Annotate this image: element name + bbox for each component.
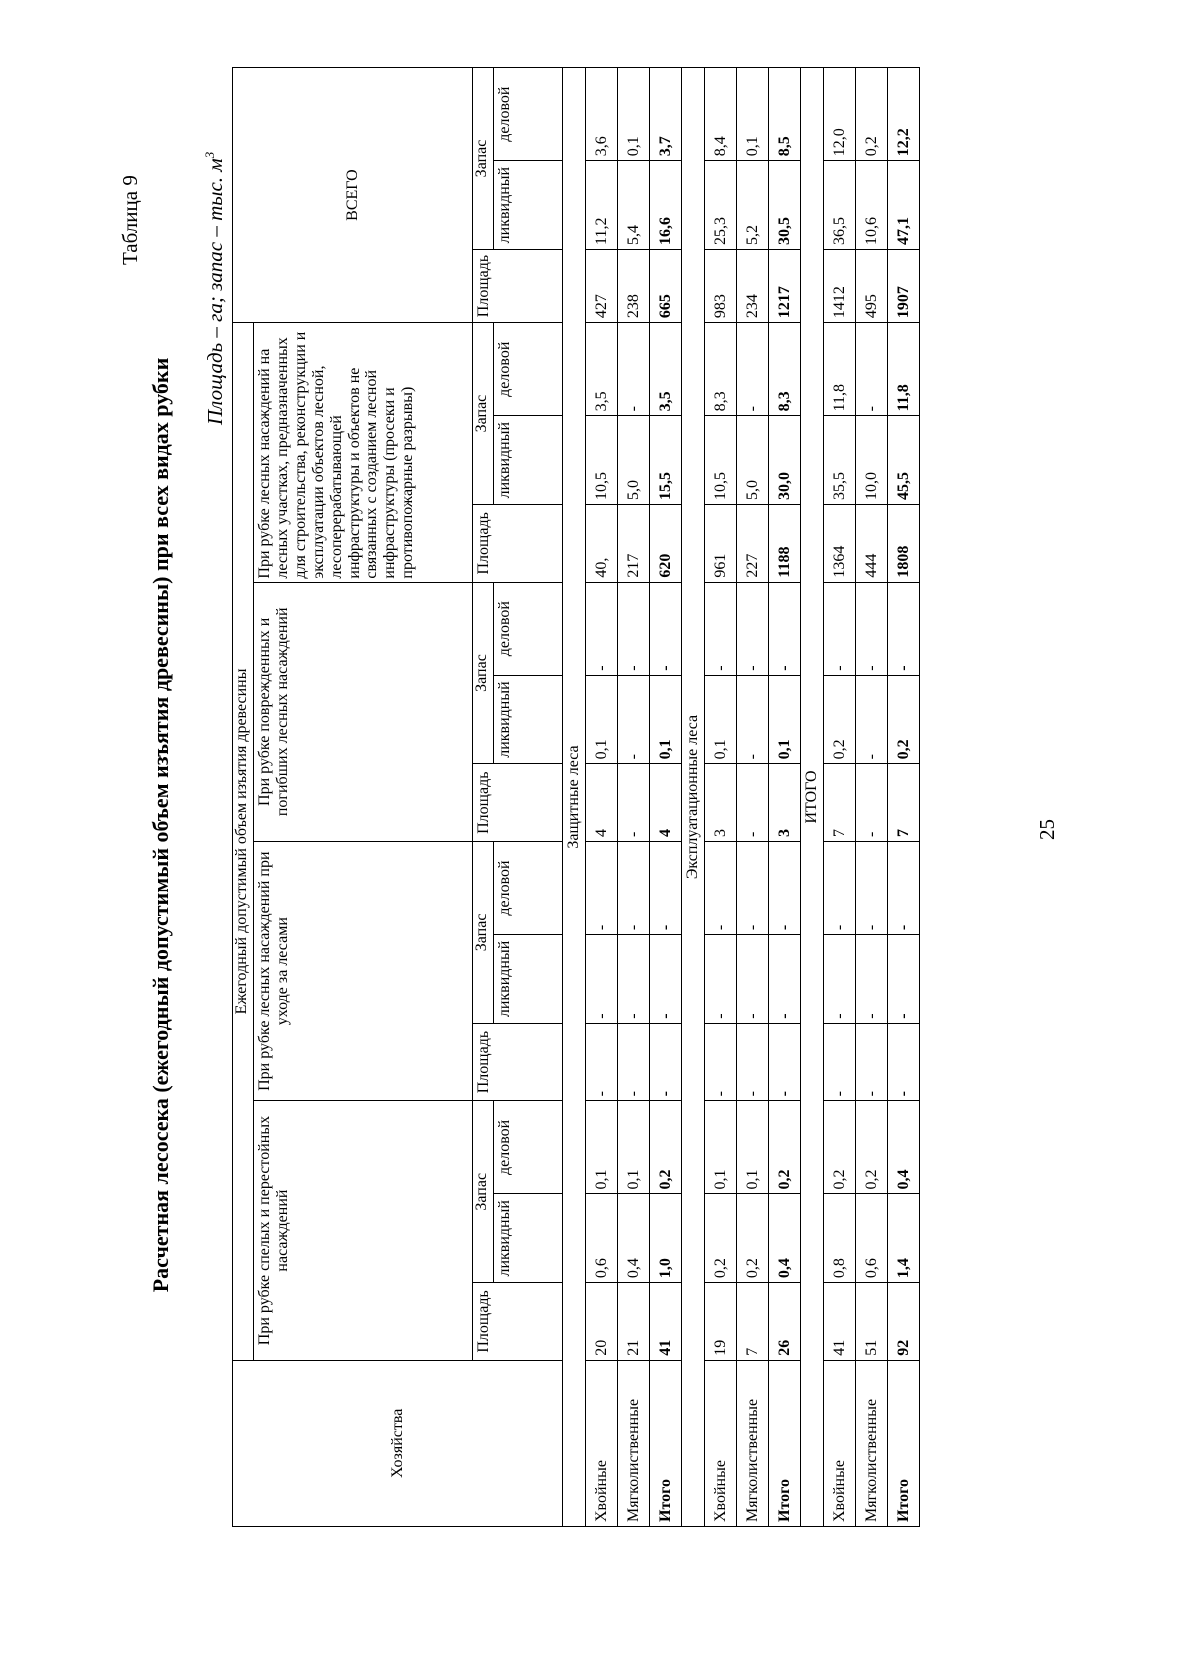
cell: -	[769, 935, 801, 1024]
cell: 47,1	[888, 161, 920, 250]
cell: 0,1	[586, 1101, 618, 1194]
cell: 0,1	[618, 68, 650, 161]
header-row-3	[473, 68, 494, 1527]
cell: -	[856, 323, 888, 416]
cell: 1364	[824, 505, 856, 583]
section-title: ИТОГО	[801, 68, 824, 1527]
cell: 30,0	[769, 416, 801, 505]
header-business-2: деловой	[494, 841, 563, 934]
cell: -	[618, 935, 650, 1024]
cell: -	[618, 764, 650, 842]
cell: -	[737, 323, 769, 416]
cell: 3,5	[586, 323, 618, 416]
cell: 0,6	[856, 1194, 888, 1283]
cell: -	[618, 582, 650, 675]
cell: 16,6	[650, 161, 682, 250]
cell: 20	[586, 1283, 618, 1361]
cell: -	[737, 764, 769, 842]
cell: 3,6	[586, 68, 618, 161]
cell: -	[856, 841, 888, 934]
cell: -	[618, 1023, 650, 1101]
cell: -	[618, 323, 650, 416]
row-name: Мягколиственные	[856, 1360, 888, 1526]
header-area-1: Площадь	[473, 1283, 563, 1361]
row-name: Итого	[650, 1360, 682, 1526]
cell: 0,6	[586, 1194, 618, 1283]
row-name: Итого	[888, 1360, 920, 1526]
harvest-table	[232, 67, 920, 1527]
header-stock-total: Запас	[473, 68, 494, 250]
header-business-1: деловой	[494, 1101, 563, 1194]
cell: 1907	[888, 249, 920, 322]
cell: 5,0	[618, 416, 650, 505]
row-name: Хвойные	[705, 1360, 737, 1526]
cell: 427	[586, 249, 618, 322]
cell: 0,2	[824, 675, 856, 764]
cell: 0,4	[888, 1101, 920, 1194]
cell: 10,5	[586, 416, 618, 505]
cell: 92	[888, 1283, 920, 1361]
cell: 25,3	[705, 161, 737, 250]
cell: 11,8	[824, 323, 856, 416]
header-area-2: Площадь	[473, 1023, 563, 1101]
header-row-1	[233, 68, 254, 1527]
table-row-total	[769, 68, 801, 1527]
cell: 0,1	[650, 675, 682, 764]
table-row-total	[650, 68, 682, 1527]
cell: -	[737, 675, 769, 764]
cell: 0,1	[769, 675, 801, 764]
table-title: Расчетная лесосека (ежегодный допустимый объем изъятия древесины) при всех видах рубки	[148, 357, 173, 1293]
cell: -	[705, 935, 737, 1024]
table-row	[824, 68, 856, 1527]
cell: -	[705, 1023, 737, 1101]
cell: -	[888, 935, 920, 1024]
cell: 10,6	[856, 161, 888, 250]
cell: -	[650, 841, 682, 934]
cell: 30,5	[769, 161, 801, 250]
header-liquid-2: ликвидный	[494, 935, 563, 1024]
cell: 0,2	[769, 1101, 801, 1194]
header-total: ВСЕГО	[233, 68, 473, 323]
units-superscript: 3	[202, 151, 217, 159]
cell: 0,4	[618, 1194, 650, 1283]
cell: -	[824, 841, 856, 934]
cell: -	[586, 935, 618, 1024]
cell: 1188	[769, 505, 801, 583]
cell: 0,2	[650, 1101, 682, 1194]
header-stock-3: Запас	[473, 582, 494, 764]
cell: 1808	[888, 505, 920, 583]
cell: -	[824, 1023, 856, 1101]
page-number: 25	[1035, 819, 1059, 840]
header-liquid-3: ликвидный	[494, 675, 563, 764]
units-note	[202, 152, 228, 425]
cell: -	[586, 582, 618, 675]
cell: 0,1	[737, 1101, 769, 1194]
cell: 3	[705, 764, 737, 842]
cell: -	[737, 841, 769, 934]
cell: -	[618, 675, 650, 764]
cell: 21	[618, 1283, 650, 1361]
cell: 11,2	[586, 161, 618, 250]
section-row	[801, 68, 824, 1527]
cell: 8,4	[705, 68, 737, 161]
cell: 665	[650, 249, 682, 322]
table-number: Таблица 9	[118, 175, 142, 265]
row-name: Хвойные	[586, 1360, 618, 1526]
cell: 1412	[824, 249, 856, 322]
header-group: Ежегодный допустимый объем изъятия древесины	[233, 323, 254, 1361]
cell: -	[586, 841, 618, 934]
table-row	[856, 68, 888, 1527]
units-text: Площадь – га; запас – тыс. м	[203, 158, 227, 425]
cell: -	[705, 582, 737, 675]
section-row	[682, 68, 705, 1527]
header-category-1: При рубке спелых и перестойных насаждений	[254, 1101, 473, 1360]
cell: 0,2	[737, 1194, 769, 1283]
cell: 36,5	[824, 161, 856, 250]
cell: 1,0	[650, 1194, 682, 1283]
cell: -	[586, 1023, 618, 1101]
cell: -	[856, 1023, 888, 1101]
cell: 40,	[586, 505, 618, 583]
cell: 7	[824, 764, 856, 842]
cell: 8,5	[769, 68, 801, 161]
cell: 10,5	[705, 416, 737, 505]
cell: 10,0	[856, 416, 888, 505]
cell: 12,2	[888, 68, 920, 161]
cell: 4	[586, 764, 618, 842]
table-row-total	[888, 68, 920, 1527]
cell: 5,2	[737, 161, 769, 250]
cell: 0,2	[856, 1101, 888, 1194]
cell: 45,5	[888, 416, 920, 505]
cell: -	[737, 582, 769, 675]
cell: -	[888, 582, 920, 675]
cell: -	[856, 935, 888, 1024]
cell: 0,1	[705, 1101, 737, 1194]
cell: 217	[618, 505, 650, 583]
cell: 7	[737, 1283, 769, 1361]
cell: 26	[769, 1283, 801, 1361]
header-liquid-total: ликвидный	[494, 161, 563, 250]
row-name: Хвойные	[824, 1360, 856, 1526]
cell: 5,4	[618, 161, 650, 250]
cell: 3	[769, 764, 801, 842]
cell: 0,2	[705, 1194, 737, 1283]
cell: 0,2	[856, 68, 888, 161]
cell: 4	[650, 764, 682, 842]
cell: 227	[737, 505, 769, 583]
cell: -	[705, 841, 737, 934]
header-area-total: Площадь	[473, 249, 563, 322]
cell: 35,5	[824, 416, 856, 505]
cell: 0,1	[737, 68, 769, 161]
cell: 983	[705, 249, 737, 322]
cell: 620	[650, 505, 682, 583]
header-area-4: Площадь	[473, 505, 563, 583]
table-wrapper	[232, 67, 984, 1527]
header-business-3: деловой	[494, 582, 563, 675]
cell: -	[769, 1023, 801, 1101]
cell: 444	[856, 505, 888, 583]
cell: -	[824, 935, 856, 1024]
header-liquid-1: ликвидный	[494, 1194, 563, 1283]
table-row	[618, 68, 650, 1527]
cell: 961	[705, 505, 737, 583]
cell: -	[769, 582, 801, 675]
cell: -	[856, 582, 888, 675]
header-category-3: При рубке поврежденных и погибших лесных насаждений	[254, 582, 473, 841]
header-category-4: При рубке лесных насаждений на лесных участках, предназначенных для строительства, реконструкции и эксплуатации объектов лесной, лесоперерабатывающей инфраструктуры и объектов не связанных с созданием лесной инфраструктуры (просеки и противопожарные разрывы)	[254, 323, 473, 583]
cell: 1217	[769, 249, 801, 322]
cell: 19	[705, 1283, 737, 1361]
cell: 11,8	[888, 323, 920, 416]
cell: -	[737, 1023, 769, 1101]
cell: -	[650, 935, 682, 1024]
cell: 15,5	[650, 416, 682, 505]
cell: 234	[737, 249, 769, 322]
cell: 1,4	[888, 1194, 920, 1283]
row-name: Мягколиственные	[737, 1360, 769, 1526]
cell: 495	[856, 249, 888, 322]
cell: 12,0	[824, 68, 856, 161]
header-stock-1: Запас	[473, 1101, 494, 1283]
cell: 0,4	[769, 1194, 801, 1283]
cell: -	[737, 935, 769, 1024]
cell: -	[856, 764, 888, 842]
header-stock-4: Запас	[473, 323, 494, 505]
cell: 0,8	[824, 1194, 856, 1283]
header-business-4: деловой	[494, 323, 563, 416]
cell: 8,3	[705, 323, 737, 416]
cell: 41	[824, 1283, 856, 1361]
cell: 5,0	[737, 416, 769, 505]
section-row	[563, 68, 586, 1527]
cell: -	[769, 841, 801, 934]
cell: 0,2	[888, 675, 920, 764]
header-economy: Хозяйства	[233, 1360, 563, 1526]
cell: 0,1	[586, 675, 618, 764]
cell: 7	[888, 764, 920, 842]
header-liquid-4: ликвидный	[494, 416, 563, 505]
row-name: Итого	[769, 1360, 801, 1526]
cell: -	[888, 841, 920, 934]
header-area-3: Площадь	[473, 764, 563, 842]
cell: -	[888, 1023, 920, 1101]
header-business-total: деловой	[494, 68, 563, 161]
table-row	[586, 68, 618, 1527]
table-row	[737, 68, 769, 1527]
header-category-2: При рубке лесных насаждений при уходе за лесами	[254, 841, 473, 1100]
row-name: Мягколиственные	[618, 1360, 650, 1526]
section-title: Защитные леса	[563, 68, 586, 1527]
cell: -	[650, 1023, 682, 1101]
cell: -	[856, 675, 888, 764]
cell: 51	[856, 1283, 888, 1361]
cell: -	[650, 582, 682, 675]
cell: 0,2	[824, 1101, 856, 1194]
cell: -	[824, 582, 856, 675]
cell: 3,5	[650, 323, 682, 416]
cell: 0,1	[705, 675, 737, 764]
cell: 41	[650, 1283, 682, 1361]
section-title: Эксплуатационные леса	[682, 68, 705, 1527]
cell: 8,3	[769, 323, 801, 416]
header-stock-2: Запас	[473, 841, 494, 1023]
table-row	[705, 68, 737, 1527]
cell: 3,7	[650, 68, 682, 161]
cell: -	[618, 841, 650, 934]
cell: 238	[618, 249, 650, 322]
cell: 0,1	[618, 1101, 650, 1194]
